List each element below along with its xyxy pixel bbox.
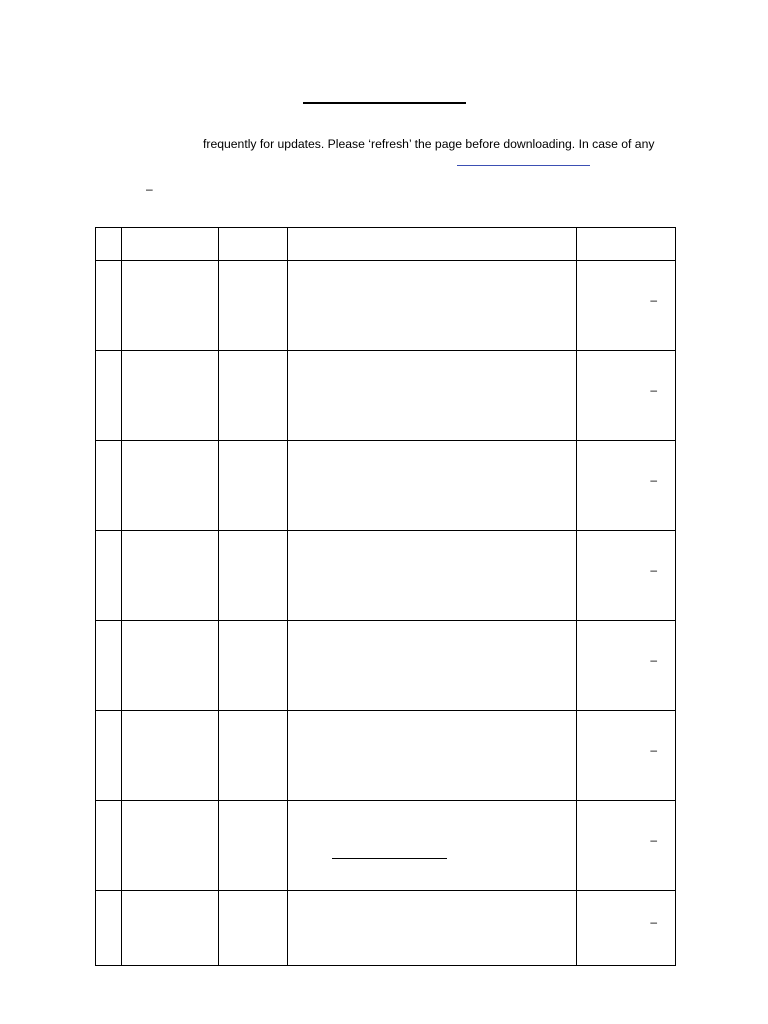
cell-col5 — [577, 261, 676, 351]
row-dash: – — [650, 743, 657, 757]
table-row — [96, 711, 676, 801]
header-cell-5 — [577, 228, 676, 261]
cell-col5 — [577, 801, 676, 891]
intro-dash: – — [146, 182, 153, 196]
table-row — [96, 351, 676, 441]
cell-col2 — [122, 621, 219, 711]
cell-col3 — [219, 891, 288, 966]
cell-col5 — [577, 441, 676, 531]
cell-sn — [96, 261, 122, 351]
cell-col2 — [122, 711, 219, 801]
table-header-row — [96, 228, 676, 261]
cell-col3 — [219, 531, 288, 621]
cell-col4 — [288, 351, 577, 441]
table-row — [96, 891, 676, 966]
row-dash: – — [650, 915, 657, 929]
cell-col4 — [288, 441, 577, 531]
row-dash: – — [650, 293, 657, 307]
header-cell-2 — [122, 228, 219, 261]
row-dash: – — [650, 653, 657, 667]
cell-col3 — [219, 351, 288, 441]
cell-col5 — [577, 531, 676, 621]
cell-col5 — [577, 891, 676, 966]
header-cell-4 — [288, 228, 577, 261]
title-underline — [303, 102, 466, 104]
cell-sn — [96, 531, 122, 621]
link-underline[interactable] — [457, 165, 590, 166]
cell-col3 — [219, 261, 288, 351]
cell-sn — [96, 441, 122, 531]
cell-col2 — [122, 351, 219, 441]
intro-text: frequently for updates. Please ‘refresh’ the page before downloading. In case of any — [203, 137, 655, 151]
document-table — [95, 227, 676, 966]
cell-sn — [96, 801, 122, 891]
cell-col3 — [219, 711, 288, 801]
link-underline[interactable] — [332, 858, 447, 859]
row-dash: – — [650, 383, 657, 397]
header-cell-sn — [96, 228, 122, 261]
table-row — [96, 621, 676, 711]
cell-col5 — [577, 711, 676, 801]
cell-col4 — [288, 531, 577, 621]
cell-col2 — [122, 531, 219, 621]
cell-col3 — [219, 801, 288, 891]
cell-col5 — [577, 351, 676, 441]
cell-col2 — [122, 441, 219, 531]
header-cell-3 — [219, 228, 288, 261]
cell-sn — [96, 891, 122, 966]
cell-col2 — [122, 801, 219, 891]
cell-col4 — [288, 801, 577, 891]
cell-col4 — [288, 621, 577, 711]
cell-col4 — [288, 891, 577, 966]
cell-col2 — [122, 891, 219, 966]
table-row — [96, 801, 676, 891]
cell-col4 — [288, 711, 577, 801]
row-dash: – — [650, 833, 657, 847]
row-dash: – — [650, 473, 657, 487]
cell-col5 — [577, 621, 676, 711]
table-row — [96, 531, 676, 621]
cell-sn — [96, 621, 122, 711]
cell-col2 — [122, 261, 219, 351]
cell-sn — [96, 351, 122, 441]
table-row — [96, 441, 676, 531]
cell-col3 — [219, 621, 288, 711]
cell-col3 — [219, 441, 288, 531]
row-dash: – — [650, 563, 657, 577]
table-row — [96, 261, 676, 351]
cell-col4 — [288, 261, 577, 351]
cell-sn — [96, 711, 122, 801]
